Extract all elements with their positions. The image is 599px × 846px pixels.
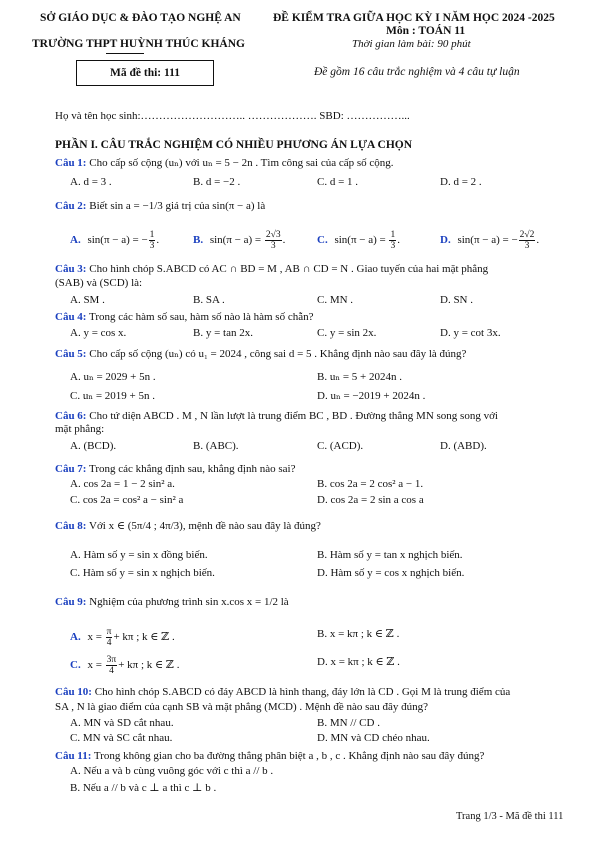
question-text: Trong các khẳng định sau, khẳng định nào sai? [86, 463, 296, 475]
q7-option-b: B. cos 2a = 2 cos² a − 1. [317, 478, 424, 490]
q2-option-a: A. sin(π − a) = − $\frac{1}{3}$ . [70, 230, 160, 251]
question-6 [55, 410, 498, 423]
question-6-cont: mặt phẳng: [55, 423, 105, 435]
q11-option-b: B. Nếu a // b và c ⊥ a thì c ⊥ b . [70, 782, 217, 794]
exam-composition: Đề gồm 16 câu trắc nghiệm và 4 câu tự luận [314, 66, 520, 78]
q2-option-d: D. sin(π − a) = − $\frac{2√2}{3}$ . [440, 230, 540, 251]
q1-option-a: A. d = 3 . [70, 176, 112, 188]
question-label: Câu 10: [55, 686, 92, 698]
q7-option-a: A. cos 2a = 1 − 2 sin² a. [70, 478, 175, 490]
question-5 [55, 348, 466, 361]
question-label: Câu 6: [55, 410, 87, 422]
question-9 [55, 596, 289, 609]
q10-option-b: B. MN // CD . [317, 717, 380, 729]
q9-option-d: D. x = kπ ; k ∈ ℤ . [317, 656, 400, 668]
question-11 [55, 750, 484, 763]
question-label: Câu 3: [55, 263, 87, 275]
question-text: Trong các hàm số sau, hàm số nào là hàm số chẵn? [86, 311, 314, 323]
question-8 [55, 520, 321, 533]
question-text: Với x ∈ (5π/4 ; 4π/3), mệnh đề nào sau đây là đúng? [86, 520, 321, 532]
q11-option-a: A. Nếu a và b cùng vuông góc với c thì a // b . [70, 765, 274, 777]
question-text: Cho hình chóp S.ABCD có đáy ABCD là hình thang, đáy lớn là CD . Gọi M là trung điểm của [91, 686, 511, 698]
question-7 [55, 463, 295, 476]
q1-option-d: D. d = 2 . [440, 176, 482, 188]
q9-option-a: A. x = $\frac{\pi}{4}$ + kπ ; k ∈ ℤ . [70, 627, 175, 648]
q6-option-b: B. (ABC). [193, 440, 239, 452]
q9-option-b: B. x = kπ ; k ∈ ℤ . [317, 628, 400, 640]
q6-option-a: A. (BCD). [70, 440, 117, 452]
q3-option-d: D. SN . [440, 294, 474, 306]
q7-option-c: C. cos 2a = cos² a − sin² a [70, 494, 184, 506]
q3-option-a: A. SM . [70, 294, 105, 306]
question-10-cont: SA , N là giao điểm của cạnh SB và mặt phẳng (MCD) . Mệnh đề nào sau đây đúng? [55, 701, 429, 713]
q5-option-d: D. uₙ = −2019 + 2024n . [317, 390, 426, 402]
q4-option-b: B. y = tan 2x. [193, 327, 253, 339]
q4-option-d: D. y = cot 3x. [440, 327, 501, 339]
question-label: Câu 5: [55, 348, 87, 360]
question-text: Cho hình chóp S.ABCD có AC ∩ BD = M , AB ∩ CD = N . Giao tuyến của hai mặt phẳng [86, 263, 489, 275]
question-text: Cho cấp số cộng (uₙ) với uₙ = 5 − 2n . Tìm công sai của cấp số cộng. [86, 157, 394, 169]
q10-option-a: A. MN và SD cắt nhau. [70, 717, 174, 729]
question-text: Cho tứ diện ABCD . M , N lần lượt là trung điểm BC , BD . Đường thẳng MN song song với [86, 410, 498, 422]
question-3-cont: (SAB) và (SCD) là: [55, 277, 143, 289]
q5-option-b: B. uₙ = 5 + 2024n . [317, 371, 403, 383]
department-name: SỞ GIÁO DỤC & ĐÀO TẠO NGHỆ AN [40, 12, 241, 24]
question-10 [55, 686, 510, 699]
q8-option-b: B. Hàm số y = tan x nghịch biến. [317, 549, 463, 561]
q6-option-c: C. (ACD). [317, 440, 364, 452]
q1-option-c: C. d = 1 . [317, 176, 359, 188]
q7-option-d: D. cos 2a = 2 sin a cos a [317, 494, 424, 506]
q4-option-c: C. y = sin 2x. [317, 327, 377, 339]
question-label: Câu 1: [55, 157, 87, 169]
q5-option-a: A. uₙ = 2029 + 5n . [70, 371, 156, 383]
school-underline [106, 53, 144, 54]
q2-option-b: B. sin(π − a) = $\frac{2√3}{3}$ . [193, 230, 286, 251]
question-text: Trong không gian cho ba đường thẳng phân biệt a , b , c . Khẳng định nào sau đây đúng? [91, 750, 485, 762]
question-label: Câu 8: [55, 520, 87, 532]
q8-option-c: C. Hàm số y = sin x nghịch biến. [70, 567, 215, 579]
q3-option-c: C. MN . [317, 294, 354, 306]
question-4 [55, 311, 313, 324]
subject: Môn : TOÁN 11 [386, 25, 466, 37]
q5-option-c: C. uₙ = 2019 + 5n . [70, 390, 156, 402]
q10-option-c: C. MN và SC cắt nhau. [70, 732, 173, 744]
q8-option-a: A. Hàm số y = sin x đồng biến. [70, 549, 208, 561]
school-name: TRƯỜNG THPT HUỲNH THÚC KHÁNG [32, 38, 245, 50]
question-2 [55, 200, 265, 213]
question-label: Câu 9: [55, 596, 87, 608]
question-1 [55, 157, 394, 170]
question-3 [55, 263, 488, 276]
question-text: Cho cấp số cộng (uₙ) có u₁ = 2024 , công sai d = 5 . Khẳng định nào sau đây là đúng? [86, 348, 467, 360]
q10-option-d: D. MN và CD chéo nhau. [317, 732, 430, 744]
question-label: Câu 2: [55, 200, 87, 212]
q6-option-d: D. (ABD). [440, 440, 487, 452]
question-label: Câu 11: [55, 750, 92, 762]
exam-code-box: Mã đề thi: 111 [76, 60, 214, 86]
q8-option-d: D. Hàm số y = cos x nghịch biến. [317, 567, 465, 579]
question-label: Câu 7: [55, 463, 87, 475]
q3-option-b: B. SA . [193, 294, 225, 306]
q1-option-b: B. d = −2 . [193, 176, 241, 188]
exam-title: ĐỀ KIỂM TRA GIỮA HỌC KỲ I NĂM HỌC 2024 -2025 [273, 12, 555, 24]
section-title: PHẦN I. CÂU TRẮC NGHIỆM CÓ NHIỀU PHƯƠNG ÁN LỰA CHỌN [55, 139, 413, 151]
page-footer: Trang 1/3 - Mã đề thi 111 [456, 811, 564, 822]
q4-option-a: A. y = cos x. [70, 327, 127, 339]
q2-option-c: C. sin(π − a) = $\frac{1}{3}$ . [317, 230, 400, 251]
question-text: Nghiệm của phương trình sin x.cos x = 1/2 là [86, 596, 289, 608]
exam-time: Thời gian làm bài: 90 phút [352, 38, 471, 50]
question-label: Câu 4: [55, 311, 87, 323]
student-info-line: Họ và tên học sinh:……………………….. ………………. SBD: ……………... [55, 110, 410, 122]
q9-option-c: C. x = $\frac{3\pi}{4}$ + kπ ; k ∈ ℤ . [70, 655, 180, 676]
question-text: Biết sin a = −1/3 giá trị của sin(π − a) là [86, 200, 266, 212]
